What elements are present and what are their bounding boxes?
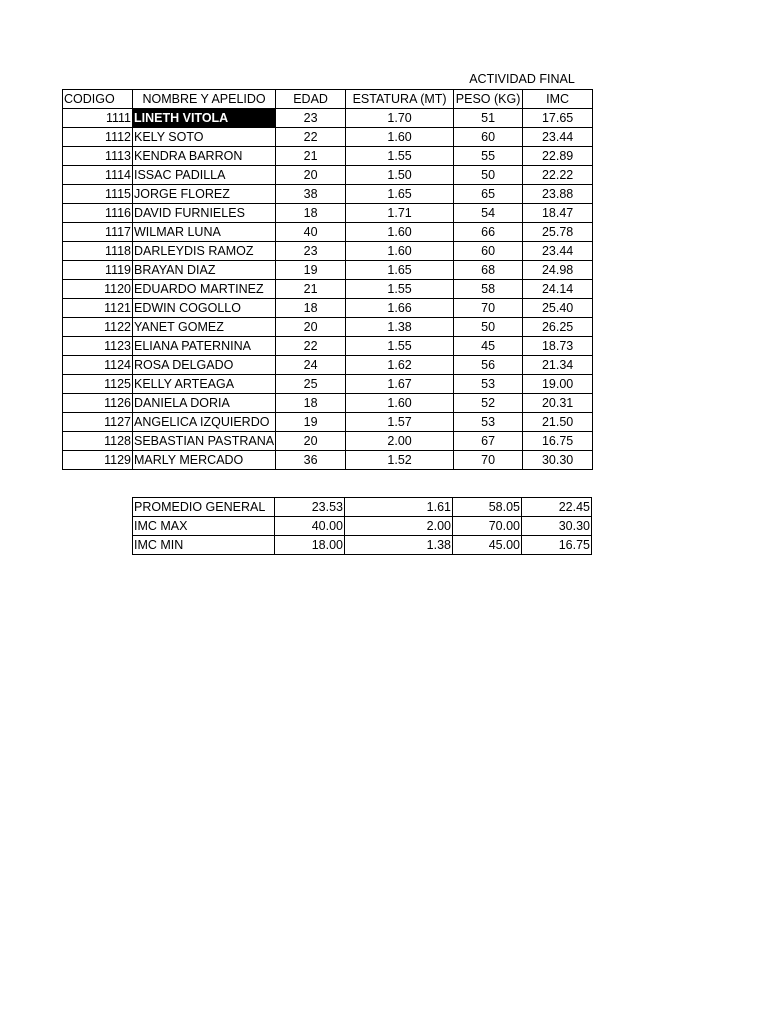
cell-imc[interactable]: 23.44 xyxy=(523,242,593,261)
cell-imc[interactable]: 17.65 xyxy=(523,109,593,128)
cell-imc[interactable]: 18.47 xyxy=(523,204,593,223)
cell-name[interactable]: KENDRA BARRON xyxy=(133,147,276,166)
summary-imc[interactable]: 30.30 xyxy=(522,517,592,536)
header-name[interactable]: NOMBRE Y APELIDO xyxy=(133,90,276,109)
cell-name[interactable]: DARLEYDIS RAMOZ xyxy=(133,242,276,261)
table-row xyxy=(63,394,593,413)
student-table xyxy=(62,89,593,470)
table-row xyxy=(63,261,593,280)
cell-name[interactable]: YANET GOMEZ xyxy=(133,318,276,337)
cell-name[interactable]: EDUARDO MARTINEZ xyxy=(133,280,276,299)
cell-code[interactable]: 1111 xyxy=(63,109,133,128)
cell-code[interactable]: 1119 xyxy=(63,261,133,280)
cell-height[interactable]: 1.62 xyxy=(346,356,454,375)
cell-height[interactable]: 1.65 xyxy=(346,261,454,280)
cell-age[interactable]: 18 xyxy=(276,299,346,318)
cell-code[interactable]: 1114 xyxy=(63,166,133,185)
summary-height[interactable]: 1.38 xyxy=(345,536,453,555)
cell-age[interactable]: 19 xyxy=(276,413,346,432)
cell-code[interactable]: 1121 xyxy=(63,299,133,318)
cell-height[interactable]: 1.55 xyxy=(346,280,454,299)
cell-name[interactable]: ELIANA PATERNINA xyxy=(133,337,276,356)
cell-name[interactable]: EDWIN COGOLLO xyxy=(133,299,276,318)
cell-height[interactable]: 2.00 xyxy=(346,432,454,451)
cell-weight[interactable]: 66 xyxy=(454,223,523,242)
summary-height[interactable]: 1.61 xyxy=(345,498,453,517)
header-height[interactable]: ESTATURA (MT) xyxy=(346,90,454,109)
cell-age[interactable]: 20 xyxy=(276,432,346,451)
summary-age[interactable]: 40.00 xyxy=(275,517,345,536)
cell-height[interactable]: 1.67 xyxy=(346,375,454,394)
cell-code[interactable]: 1127 xyxy=(63,413,133,432)
table-row xyxy=(63,185,593,204)
table-row xyxy=(63,166,593,185)
cell-height[interactable]: 1.60 xyxy=(346,128,454,147)
cell-imc[interactable]: 23.88 xyxy=(523,185,593,204)
cell-weight[interactable]: 55 xyxy=(454,147,523,166)
cell-weight[interactable]: 45 xyxy=(454,337,523,356)
cell-name[interactable]: SEBASTIAN PASTRANA xyxy=(133,432,276,451)
cell-weight[interactable]: 68 xyxy=(454,261,523,280)
cell-age[interactable]: 23 xyxy=(276,109,346,128)
cell-imc[interactable]: 19.00 xyxy=(523,375,593,394)
cell-height[interactable]: 1.55 xyxy=(346,147,454,166)
cell-height[interactable]: 1.60 xyxy=(346,223,454,242)
table-row xyxy=(63,242,593,261)
summary-age[interactable]: 23.53 xyxy=(275,498,345,517)
cell-name[interactable]: KELLY ARTEAGA xyxy=(133,375,276,394)
cell-weight[interactable]: 50 xyxy=(454,166,523,185)
cell-weight[interactable]: 70 xyxy=(454,299,523,318)
table-row xyxy=(63,451,593,470)
cell-height[interactable]: 1.65 xyxy=(346,185,454,204)
header-row xyxy=(63,90,593,109)
cell-code[interactable]: 1117 xyxy=(63,223,133,242)
sheet-title[interactable]: ACTIVIDAD FINAL xyxy=(469,72,575,86)
cell-weight[interactable]: 58 xyxy=(454,280,523,299)
cell-weight[interactable]: 53 xyxy=(454,375,523,394)
cell-weight[interactable]: 53 xyxy=(454,413,523,432)
header-code[interactable]: CODIGO xyxy=(63,90,133,109)
summary-height[interactable]: 2.00 xyxy=(345,517,453,536)
cell-code[interactable]: 1113 xyxy=(63,147,133,166)
summary-label[interactable]: PROMEDIO GENERAL xyxy=(133,498,275,517)
cell-imc[interactable]: 23.44 xyxy=(523,128,593,147)
summary-label[interactable]: IMC MIN xyxy=(133,536,275,555)
cell-imc[interactable]: 18.73 xyxy=(523,337,593,356)
cell-imc[interactable]: 26.25 xyxy=(523,318,593,337)
cell-name[interactable]: WILMAR LUNA xyxy=(133,223,276,242)
cell-name[interactable]: BRAYAN DIAZ xyxy=(133,261,276,280)
table-row xyxy=(63,337,593,356)
cell-age[interactable]: 20 xyxy=(276,318,346,337)
cell-imc[interactable]: 21.50 xyxy=(523,413,593,432)
cell-weight[interactable]: 65 xyxy=(454,185,523,204)
cell-height[interactable]: 1.70 xyxy=(346,109,454,128)
cell-height[interactable]: 1.66 xyxy=(346,299,454,318)
summary-age[interactable]: 18.00 xyxy=(275,536,345,555)
cell-code[interactable]: 1115 xyxy=(63,185,133,204)
cell-code[interactable]: 1122 xyxy=(63,318,133,337)
cell-code[interactable]: 1125 xyxy=(63,375,133,394)
cell-code[interactable]: 1129 xyxy=(63,451,133,470)
summary-row xyxy=(133,536,592,555)
cell-imc[interactable]: 22.89 xyxy=(523,147,593,166)
cell-age[interactable]: 25 xyxy=(276,375,346,394)
summary-weight[interactable]: 70.00 xyxy=(453,517,522,536)
cell-height[interactable]: 1.57 xyxy=(346,413,454,432)
table-row xyxy=(63,109,593,128)
cell-age[interactable]: 20 xyxy=(276,166,346,185)
header-weight[interactable]: PESO (KG) xyxy=(454,90,523,109)
cell-imc[interactable]: 30.30 xyxy=(523,451,593,470)
table-row xyxy=(63,299,593,318)
cell-code[interactable]: 1112 xyxy=(63,128,133,147)
cell-weight[interactable]: 67 xyxy=(454,432,523,451)
cell-imc[interactable]: 16.75 xyxy=(523,432,593,451)
header-imc[interactable]: IMC xyxy=(523,90,593,109)
cell-code[interactable]: 1124 xyxy=(63,356,133,375)
table-row xyxy=(63,128,593,147)
selected-cell[interactable]: LINETH VITOLA xyxy=(133,109,276,128)
summary-weight[interactable]: 58.05 xyxy=(453,498,522,517)
cell-height[interactable]: 1.50 xyxy=(346,166,454,185)
cell-height[interactable]: 1.38 xyxy=(346,318,454,337)
cell-age[interactable]: 38 xyxy=(276,185,346,204)
cell-imc[interactable]: 22.22 xyxy=(523,166,593,185)
table-row xyxy=(63,413,593,432)
summary-row xyxy=(133,517,592,536)
cell-weight[interactable]: 50 xyxy=(454,318,523,337)
cell-name[interactable]: ISSAC PADILLA xyxy=(133,166,276,185)
cell-name[interactable]: DANIELA DORIA xyxy=(133,394,276,413)
cell-name[interactable]: DAVID FURNIELES xyxy=(133,204,276,223)
cell-name[interactable]: ROSA DELGADO xyxy=(133,356,276,375)
cell-name[interactable]: KELY SOTO xyxy=(133,128,276,147)
table-row xyxy=(63,375,593,394)
table-row xyxy=(63,147,593,166)
cell-age[interactable]: 23 xyxy=(276,242,346,261)
summary-label[interactable]: IMC MAX xyxy=(133,517,275,536)
cell-imc[interactable]: 21.34 xyxy=(523,356,593,375)
cell-weight[interactable]: 60 xyxy=(454,128,523,147)
cell-weight[interactable]: 70 xyxy=(454,451,523,470)
cell-age[interactable]: 22 xyxy=(276,128,346,147)
summary-weight[interactable]: 45.00 xyxy=(453,536,522,555)
cell-height[interactable]: 1.60 xyxy=(346,394,454,413)
summary-imc[interactable]: 22.45 xyxy=(522,498,592,517)
cell-height[interactable]: 1.52 xyxy=(346,451,454,470)
summary-row xyxy=(133,498,592,517)
summary-table xyxy=(132,497,592,555)
table-row xyxy=(63,432,593,451)
cell-height[interactable]: 1.60 xyxy=(346,242,454,261)
cell-height[interactable]: 1.55 xyxy=(346,337,454,356)
cell-age[interactable]: 18 xyxy=(276,394,346,413)
cell-age[interactable]: 22 xyxy=(276,337,346,356)
summary-imc[interactable]: 16.75 xyxy=(522,536,592,555)
table-row xyxy=(63,280,593,299)
header-age[interactable]: EDAD xyxy=(276,90,346,109)
cell-height[interactable]: 1.71 xyxy=(346,204,454,223)
cell-code[interactable]: 1123 xyxy=(63,337,133,356)
cell-weight[interactable]: 60 xyxy=(454,242,523,261)
cell-imc[interactable]: 25.78 xyxy=(523,223,593,242)
cell-code[interactable]: 1116 xyxy=(63,204,133,223)
cell-imc[interactable]: 20.31 xyxy=(523,394,593,413)
cell-code[interactable]: 1126 xyxy=(63,394,133,413)
cell-name[interactable]: JORGE FLOREZ xyxy=(133,185,276,204)
cell-weight[interactable]: 54 xyxy=(454,204,523,223)
cell-age[interactable]: 18 xyxy=(276,204,346,223)
cell-age[interactable]: 19 xyxy=(276,261,346,280)
cell-code[interactable]: 1120 xyxy=(63,280,133,299)
cell-age[interactable]: 21 xyxy=(276,147,346,166)
table-row xyxy=(63,204,593,223)
table-row xyxy=(63,223,593,242)
cell-imc[interactable]: 24.98 xyxy=(523,261,593,280)
cell-name[interactable]: MARLY MERCADO xyxy=(133,451,276,470)
cell-weight[interactable]: 56 xyxy=(454,356,523,375)
cell-name[interactable]: ANGELICA IZQUIERDO xyxy=(133,413,276,432)
cell-age[interactable]: 24 xyxy=(276,356,346,375)
table-row xyxy=(63,318,593,337)
cell-code[interactable]: 1118 xyxy=(63,242,133,261)
cell-age[interactable]: 40 xyxy=(276,223,346,242)
cell-code[interactable]: 1128 xyxy=(63,432,133,451)
cell-age[interactable]: 36 xyxy=(276,451,346,470)
cell-weight[interactable]: 52 xyxy=(454,394,523,413)
cell-weight[interactable]: 51 xyxy=(454,109,523,128)
cell-imc[interactable]: 25.40 xyxy=(523,299,593,318)
cell-age[interactable]: 21 xyxy=(276,280,346,299)
cell-imc[interactable]: 24.14 xyxy=(523,280,593,299)
table-row xyxy=(63,356,593,375)
